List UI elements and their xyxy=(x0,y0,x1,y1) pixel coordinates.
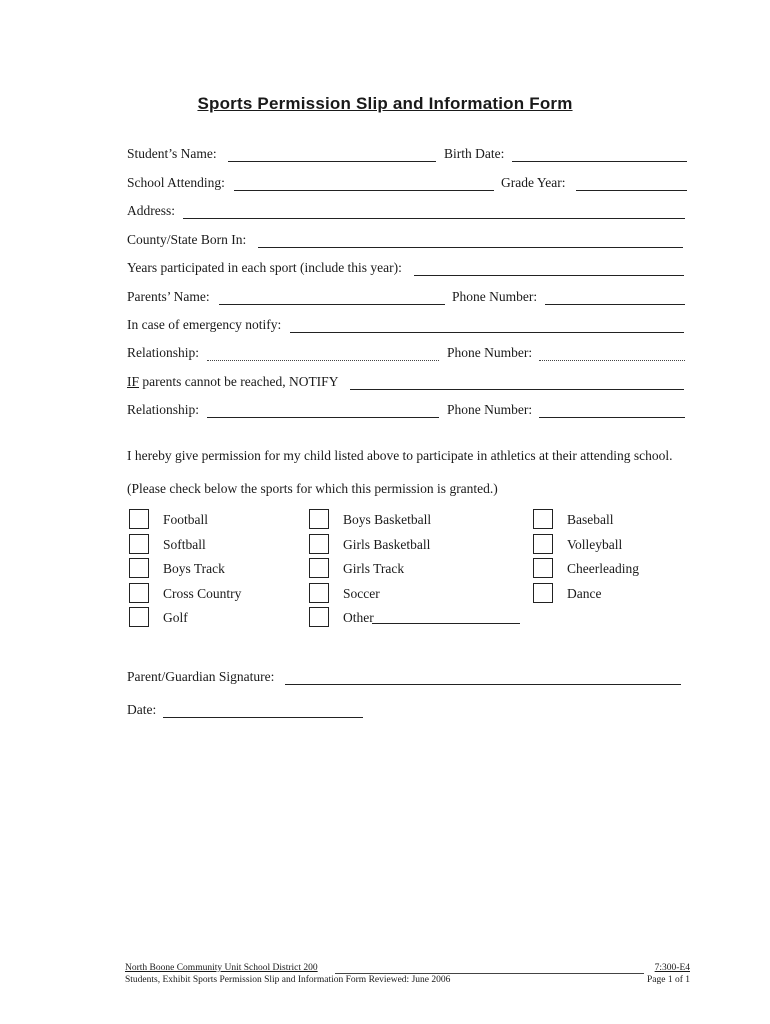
row-address xyxy=(127,203,687,223)
row-parents-name xyxy=(127,289,687,309)
grade-year-label: Grade Year: xyxy=(501,175,566,190)
row-years-participated xyxy=(127,260,687,280)
signature-field[interactable] xyxy=(285,684,681,685)
checkbox-box[interactable] xyxy=(129,607,149,627)
footer-page: Page 1 of 1 xyxy=(646,975,690,985)
parents-name-field[interactable] xyxy=(219,304,445,305)
row-relationship-2 xyxy=(127,402,687,422)
check-instruction: (Please check below the sports for which this permission is granted.) xyxy=(127,481,498,496)
relationship-field-1[interactable] xyxy=(207,360,439,361)
birth-date-field[interactable] xyxy=(512,161,687,162)
date-field[interactable] xyxy=(163,717,363,718)
relationship-label-2: Relationship: xyxy=(127,402,199,417)
phone-number-label-3: Phone Number: xyxy=(447,402,533,417)
checkbox-box[interactable] xyxy=(533,534,553,554)
date-label: Date: xyxy=(127,702,157,717)
form-title: Sports Permission Slip and Information Form xyxy=(197,94,573,113)
student-name-field[interactable] xyxy=(228,161,436,162)
row-student-name xyxy=(127,146,687,166)
footer-doc-info: Students, Exhibit Sports Permission Slip and Information Form Reviewed: June 2006 xyxy=(125,975,451,985)
checkbox-box[interactable] xyxy=(129,558,149,578)
row-emergency xyxy=(127,317,687,337)
phone-number-label-1: Phone Number: xyxy=(452,289,538,304)
county-state-label: County/State Born In: xyxy=(127,232,247,247)
checkbox-label: Girls Track xyxy=(343,561,405,576)
notify-text: parents cannot be reached, NOTIFY xyxy=(139,374,339,389)
relationship-label-1: Relationship: xyxy=(127,345,199,360)
school-attending-label: School Attending: xyxy=(127,175,225,190)
parents-name-label: Parents’ Name: xyxy=(127,289,210,304)
footer-district: North Boone Community Unit School District 200 xyxy=(125,963,318,973)
row-county-state xyxy=(127,232,687,252)
student-name-label: Student’s Name: xyxy=(127,146,217,161)
checkbox-label: Dance xyxy=(567,586,602,601)
years-participated-label: Years participated in each sport (include this year): xyxy=(127,260,402,275)
emergency-notify-field[interactable] xyxy=(290,332,684,333)
phone-number-field-3[interactable] xyxy=(539,417,685,418)
checkbox-label: Softball xyxy=(163,537,206,552)
emergency-notify-label: In case of emergency notify: xyxy=(127,317,282,332)
if-word: IF xyxy=(127,374,140,389)
birth-date-label: Birth Date: xyxy=(444,146,505,161)
footer-code: 7:300-E4 xyxy=(654,963,690,973)
row-relationship-1 xyxy=(127,345,687,365)
checkbox-box[interactable] xyxy=(533,558,553,578)
row-school xyxy=(127,175,687,195)
phone-number-label-2: Phone Number: xyxy=(447,345,533,360)
address-field[interactable] xyxy=(183,218,685,219)
notify-label xyxy=(127,374,338,390)
checkbox-label: Girls Basketball xyxy=(343,537,431,552)
row-date xyxy=(127,702,687,722)
row-signature xyxy=(127,669,687,689)
address-label: Address: xyxy=(127,203,175,218)
checkbox-box[interactable] xyxy=(129,509,149,529)
footer-rule xyxy=(335,973,644,974)
other-sport-field[interactable] xyxy=(372,623,520,624)
checkbox-label: Cross Country xyxy=(163,586,242,601)
checkbox-box[interactable] xyxy=(533,509,553,529)
checkbox-label: Boys Basketball xyxy=(343,512,432,527)
checkbox-box[interactable] xyxy=(129,534,149,554)
checkbox-box[interactable] xyxy=(309,509,329,529)
checkbox-box[interactable] xyxy=(309,607,329,627)
signature-label: Parent/Guardian Signature: xyxy=(127,669,275,684)
permission-statement: I hereby give permission for my child listed above to participate in athletics at their attending school. xyxy=(127,448,673,463)
checkbox-label: Cheerleading xyxy=(567,561,639,576)
phone-number-field-2[interactable] xyxy=(539,360,685,361)
checkbox-box[interactable] xyxy=(309,583,329,603)
notify-field[interactable] xyxy=(350,389,684,390)
checkbox-label: Boys Track xyxy=(163,561,225,576)
years-participated-field[interactable] xyxy=(414,275,684,276)
checkbox-box[interactable] xyxy=(533,583,553,603)
checkbox-box[interactable] xyxy=(129,583,149,603)
checkbox-label: Other xyxy=(343,610,374,625)
relationship-field-2[interactable] xyxy=(207,417,439,418)
grade-year-field[interactable] xyxy=(576,190,687,191)
checkbox-label: Volleyball xyxy=(567,537,623,552)
checkbox-box[interactable] xyxy=(309,534,329,554)
county-state-field[interactable] xyxy=(258,247,683,248)
checkbox-label: Golf xyxy=(163,610,188,625)
checkbox-label: Soccer xyxy=(343,586,380,601)
checkbox-label: Baseball xyxy=(567,512,614,527)
checkbox-box[interactable] xyxy=(309,558,329,578)
checkbox-label: Football xyxy=(163,512,209,527)
school-attending-field[interactable] xyxy=(234,190,494,191)
phone-number-field-1[interactable] xyxy=(545,304,685,305)
row-notify xyxy=(127,374,687,394)
